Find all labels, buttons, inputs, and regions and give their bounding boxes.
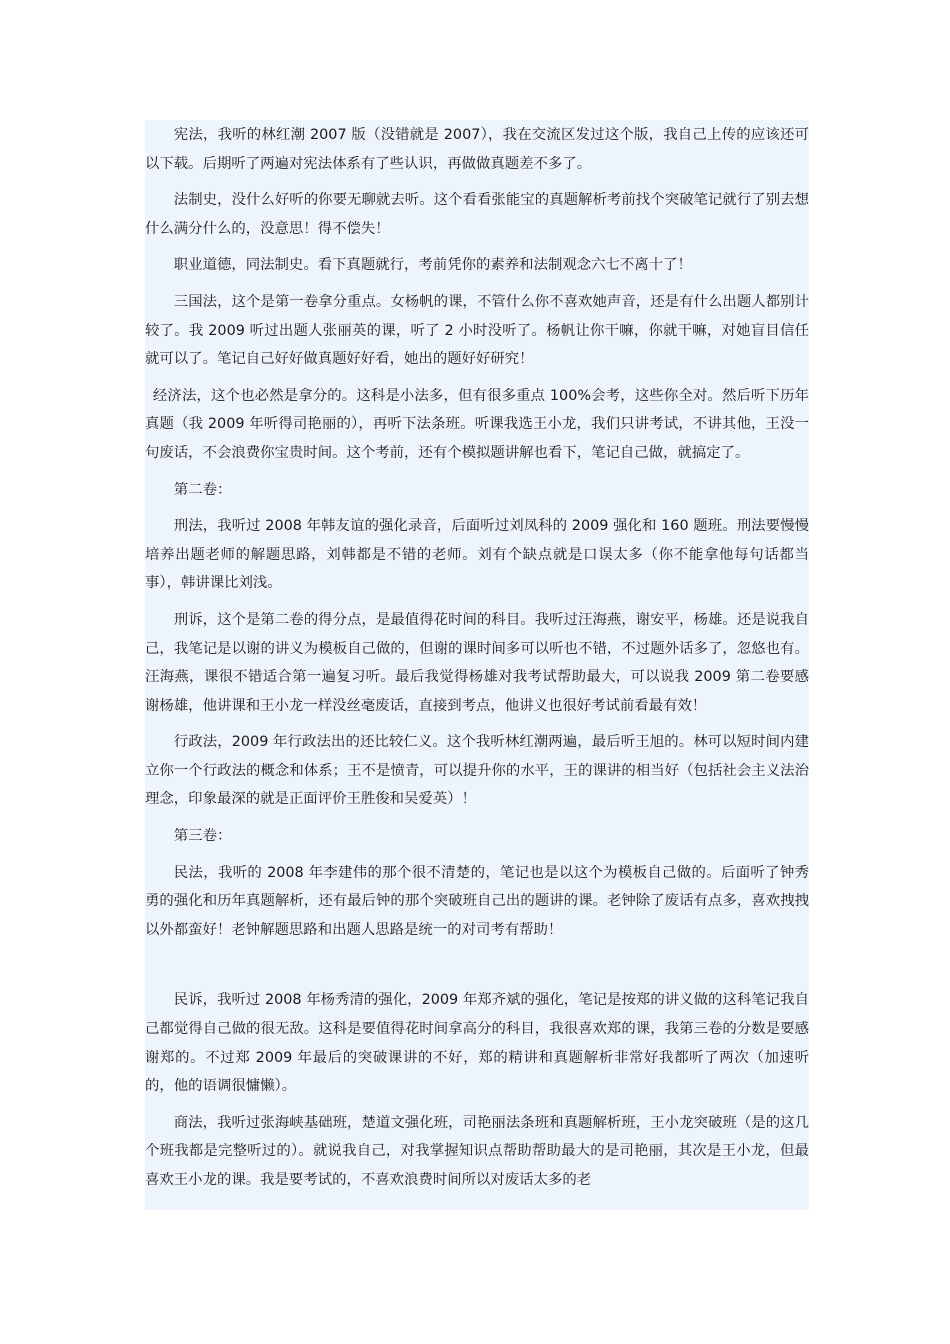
paragraph-constitutional-law: 宪法，我听的林红潮 2007 版（没错就是 2007），我在交流区发过这个版，我自己上传的应该还可以下载。后期听了两遍对宪法体系有了些认识，再做做真题差不多了。 [145,127,809,172]
blank-line [145,952,809,986]
paragraph-commercial-law: 商法，我听过张海峡基础班，楚道文强化班，司艳丽法条班和真题解析班，王小龙突破班（是的这几个班我都是完整听过的）。就说我自己，对我掌握知识点帮助帮助最大的是司艳丽，其次是王小龙，但最喜欢王小龙的课。我是要考试的，不喜欢浪费时间所以对废话太多的老 [145,1114,809,1188]
paragraph-professional-ethics: 职业道德，同法制史。看下真题就行，考前凭你的素养和法制观念六七不离十了！ [173,257,692,274]
paragraph-criminal-law: 刑法，我听过 2008 年韩友谊的强化录音，后面听过刘凤科的 2009 强化和 160 题班。刑法要慢慢培养出题老师的解题思路，刘韩都是不错的老师。刘有个缺点就是口误太多（你不能拿他每句话都当事），韩讲课比刘浅。 [145,518,809,592]
paragraph-administrative-law: 行政法，2009 年行政法出的还比较仁义。这个我听林红潮两遍，最后听王旭的。林可以短时间内建立你一个行政法的概念和体系；王不是愤青，可以提升你的水平，王的课讲的相当好（包括社会主义法治理念，印象最深的就是正面评价王胜俊和吴爱英）！ [145,734,809,808]
document-body [145,121,809,1203]
section-heading-volume-2: 第二卷： [173,481,232,498]
paragraph-economic-law: 经济法，这个也必然是拿分的。这科是小法多，但有很多重点 100%会考，这些你全对。然后听下历年真题（我 2009 年听得司艳丽的），再听下法条班。听课我选王小龙，我们只讲考试，不讲其他，王没一句废话，不会浪费你宝贵时间。这个考前，还有个模拟题讲解也看下，笔记自己做，就搞定了。 [145,387,809,461]
paragraph-civil-procedure: 民诉，我听过 2008 年杨秀清的强化，2009 年郑齐斌的强化，笔记是按郑的讲义做的这科笔记我自己都觉得自己做的很无敌。这科是要值得花时间拿高分的科目，我很喜欢郑的课，我第三卷的分数是要感谢郑的。不过郑 2009 年最后的突破课讲的不好，郑的精讲和真题解析非常好我都听了两次（加速听的，他的语调很慵懒）。 [145,992,809,1095]
section-heading-volume-3: 第三卷： [173,828,232,845]
paragraph-criminal-procedure: 刑诉，这个是第二卷的得分点，是最值得花时间的科目。我听过汪海燕，谢安平，杨雄。还是说我自己，我笔记是以谢的讲义为模板自己做的，但谢的课时间多可以听也不错，不过题外话多了，忽悠也有。汪海燕，课很不错适合第一遍复习听。最后我觉得杨雄对我考试帮助最大，可以说我 2009 第二卷要感谢杨雄，他讲课和王小龙一样没丝毫废话，直接到考点，他讲义也很好考试前看最有效！ [145,611,809,714]
paragraph-international-law: 三国法，这个是第一卷拿分重点。女杨帆的课，不管什么你不喜欢她声音，还是有什么出题人都别计较了。我 2009 听过出题人张丽英的课，听了 2 小时没听了。杨帆让你干嘛，你就干嘛，对她盲目信任就可以了。笔记自己好好做真题好好看，她出的题好好研究！ [145,293,809,368]
paragraph-legal-history: 法制史，没什么好听的你要无聊就去听。这个看看张能宝的真题解析考前找个突破笔记就行了别去想什么满分什么的，没意思！得不偿失！ [145,192,809,237]
paragraph-civil-law: 民法，我听的 2008 年李建伟的那个很不清楚的，笔记也是以这个为模板自己做的。后面听了钟秀勇的强化和历年真题解析，还有最后钟的那个突破班自己出的题讲的课。老钟除了废话有点多，喜欢拽拽以外都蛮好！老钟解题思路和出题人思路是统一的对司考有帮助！ [145,864,809,938]
